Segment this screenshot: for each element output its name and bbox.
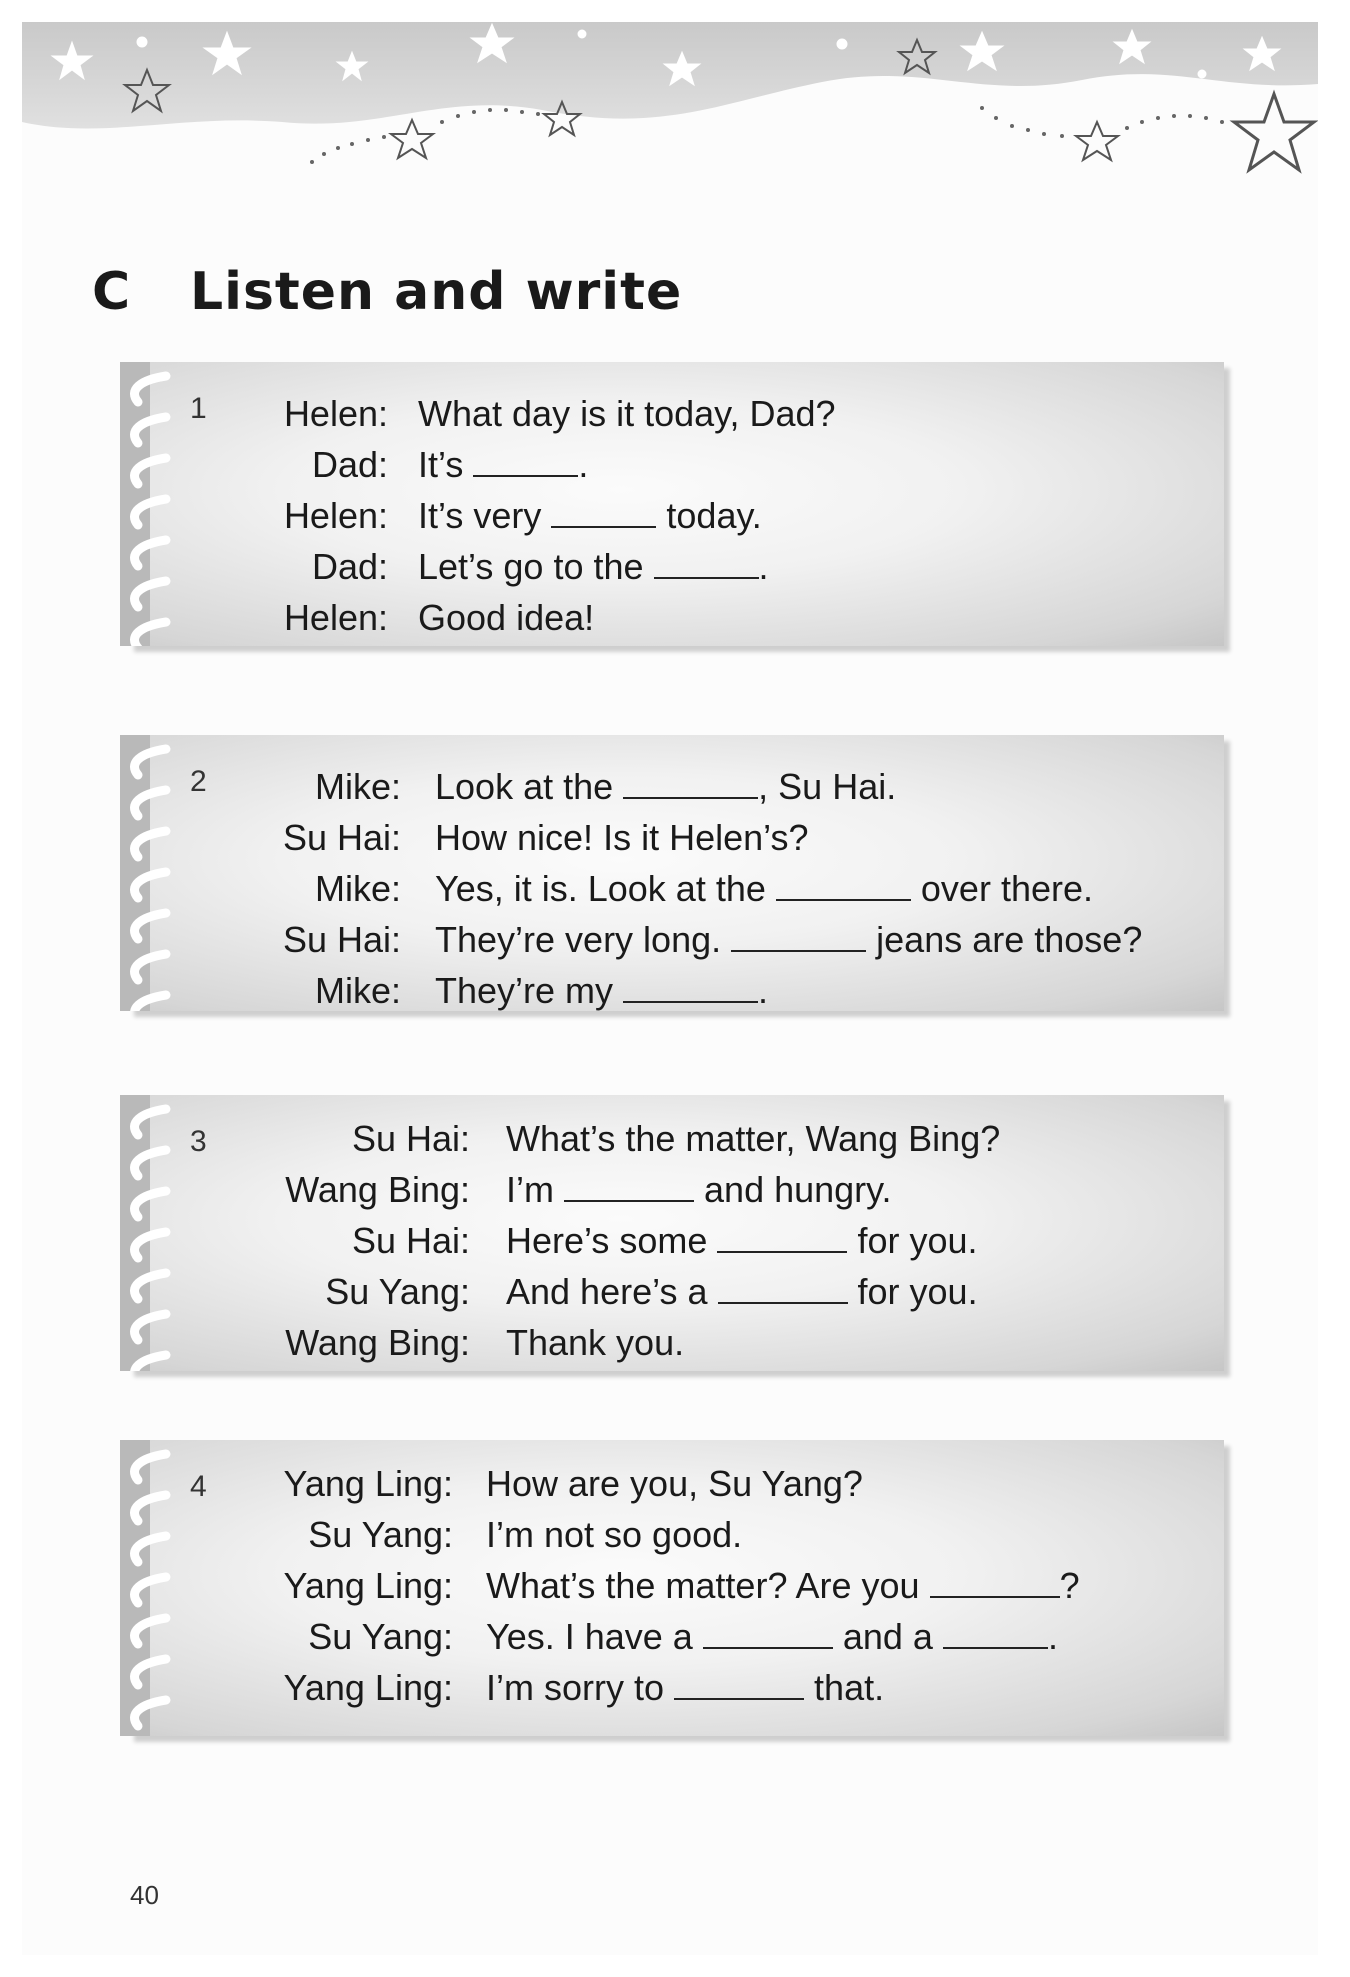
line-text: What’s the matter? Are you [486, 1565, 920, 1606]
dialogue-line [435, 918, 1142, 962]
dialogue-line [506, 1219, 978, 1263]
speaker-label: Yang Ling: [283, 1565, 453, 1606]
fill-in-blank [654, 547, 759, 579]
line-text-after: . [578, 444, 589, 485]
speaker-label: Su Hai: [351, 1220, 470, 1261]
speaker-label: Su Yang: [325, 1271, 470, 1312]
speaker-label: Su Yang: [308, 1616, 453, 1657]
spiral-binding-icon [120, 1440, 180, 1736]
dialogue-card-2 [128, 735, 1224, 1011]
line-text: What day is it today, Dad? [418, 393, 836, 434]
speaker-label: Su Yang: [308, 1514, 453, 1555]
fill-in-blank [623, 971, 758, 1003]
dialogue-line [506, 1270, 978, 1314]
line-text-after: for you. [857, 1220, 978, 1261]
dialogue-line [486, 1615, 1058, 1659]
fill-in-blank [473, 445, 578, 477]
line-text: I’m sorry to [486, 1667, 665, 1708]
stars-banner [22, 22, 1318, 212]
section-heading: Listen and write [190, 262, 683, 322]
dialogue-line [506, 1321, 684, 1365]
line-text-after: over there. [920, 868, 1093, 909]
line-text: How nice! Is it Helen’s? [435, 817, 809, 858]
speaker-label: Dad: [311, 546, 388, 587]
star-outline-icon [391, 120, 433, 158]
speaker-label: Su Hai: [282, 817, 401, 858]
dialogue-line [435, 765, 896, 809]
line-text-after: and hungry. [704, 1169, 892, 1210]
line-text-after: that. [814, 1667, 885, 1708]
dialogue-number: 2 [190, 765, 207, 798]
line-text: What’s the matter, Wang Bing? [506, 1118, 1001, 1159]
dialogue-line [486, 1513, 742, 1557]
line-text-after: for you. [857, 1271, 978, 1312]
dialogue-line [435, 867, 1093, 911]
line-text: How are you, Su Yang? [486, 1463, 863, 1504]
dialogue-line [506, 1117, 1000, 1161]
section-letter: C [92, 262, 132, 322]
speaker-label: Mike: [314, 766, 401, 807]
spiral-binding-icon [120, 735, 180, 1011]
dialogue-number: 1 [190, 392, 207, 425]
line-text: Here’s some [506, 1220, 708, 1261]
dialogue-line [418, 494, 762, 538]
dialogue-card-3 [128, 1095, 1224, 1371]
line-text: Yes, it is. Look at the [435, 868, 766, 909]
dialogue-number: 4 [190, 1470, 207, 1503]
line-text: It’s [418, 444, 464, 485]
dialogue-card-4 [128, 1440, 1224, 1736]
dialogue-line [418, 545, 769, 589]
dialogue-line [418, 443, 588, 487]
line-text: I’m [506, 1169, 554, 1210]
line-text: And here’s a [506, 1271, 708, 1312]
page-number: 40 [130, 1880, 159, 1910]
line-text-after: jeans are those? [876, 919, 1143, 960]
line-text-end: . [1047, 1616, 1058, 1657]
line-text: They’re very long. [435, 919, 722, 960]
line-text-after: and a [842, 1616, 933, 1657]
fill-in-blank [564, 1170, 694, 1202]
speaker-label: Helen: [283, 495, 388, 536]
dialogue-number: 3 [190, 1125, 207, 1158]
spiral-binding-icon [120, 362, 180, 646]
star-outline-icon [1076, 122, 1118, 160]
dialogue-line [418, 392, 836, 436]
dialogue-line [506, 1168, 892, 1212]
dialogue-card-1 [128, 362, 1224, 646]
dialogue-line [486, 1564, 1080, 1608]
speaker-label: Yang Ling: [283, 1463, 453, 1504]
speaker-label: Helen: [283, 393, 388, 434]
line-text: It’s very [418, 495, 542, 536]
speaker-label: Wang Bing: [285, 1169, 470, 1210]
fill-in-blank [776, 869, 911, 901]
line-text-after: today. [666, 495, 762, 536]
speaker-label: Mike: [314, 868, 401, 909]
line-text: Let’s go to the [418, 546, 644, 587]
line-text-after: ? [1059, 1565, 1080, 1606]
fill-in-blank [717, 1221, 847, 1253]
line-text-after: , Su Hai. [758, 766, 897, 807]
line-text: They’re my [435, 970, 614, 1011]
dialogue-line [418, 596, 594, 640]
speaker-label: Helen: [283, 597, 388, 638]
speaker-label: Su Hai: [351, 1118, 470, 1159]
fill-in-blank [674, 1668, 804, 1700]
speaker-label: Su Hai: [282, 919, 401, 960]
fill-in-blank [551, 496, 656, 528]
line-text: Look at the [435, 766, 614, 807]
fill-in-blank [731, 920, 866, 952]
speaker-label: Yang Ling: [283, 1667, 453, 1708]
speaker-label: Mike: [314, 970, 401, 1011]
line-text: Good idea! [418, 597, 595, 638]
dialogue-line [435, 969, 768, 1013]
section-title [92, 262, 682, 322]
spiral-binding-icon [120, 1095, 180, 1371]
speaker-label: Wang Bing: [285, 1322, 470, 1363]
dialogue-line [486, 1462, 863, 1506]
line-text: Yes. I have a [486, 1616, 693, 1657]
star-outline-icon [1234, 94, 1314, 170]
line-text: Thank you. [506, 1322, 685, 1363]
dialogue-line [486, 1666, 884, 1710]
line-text-after: . [758, 970, 769, 1011]
fill-in-blank [623, 767, 758, 799]
line-text: I’m not so good. [486, 1514, 743, 1555]
line-text-after: . [758, 546, 769, 587]
dialogue-line [435, 816, 809, 860]
fill-in-blank [943, 1617, 1048, 1649]
speaker-label: Dad: [311, 444, 388, 485]
fill-in-blank [703, 1617, 833, 1649]
fill-in-blank [718, 1272, 848, 1304]
fill-in-blank [930, 1566, 1060, 1598]
